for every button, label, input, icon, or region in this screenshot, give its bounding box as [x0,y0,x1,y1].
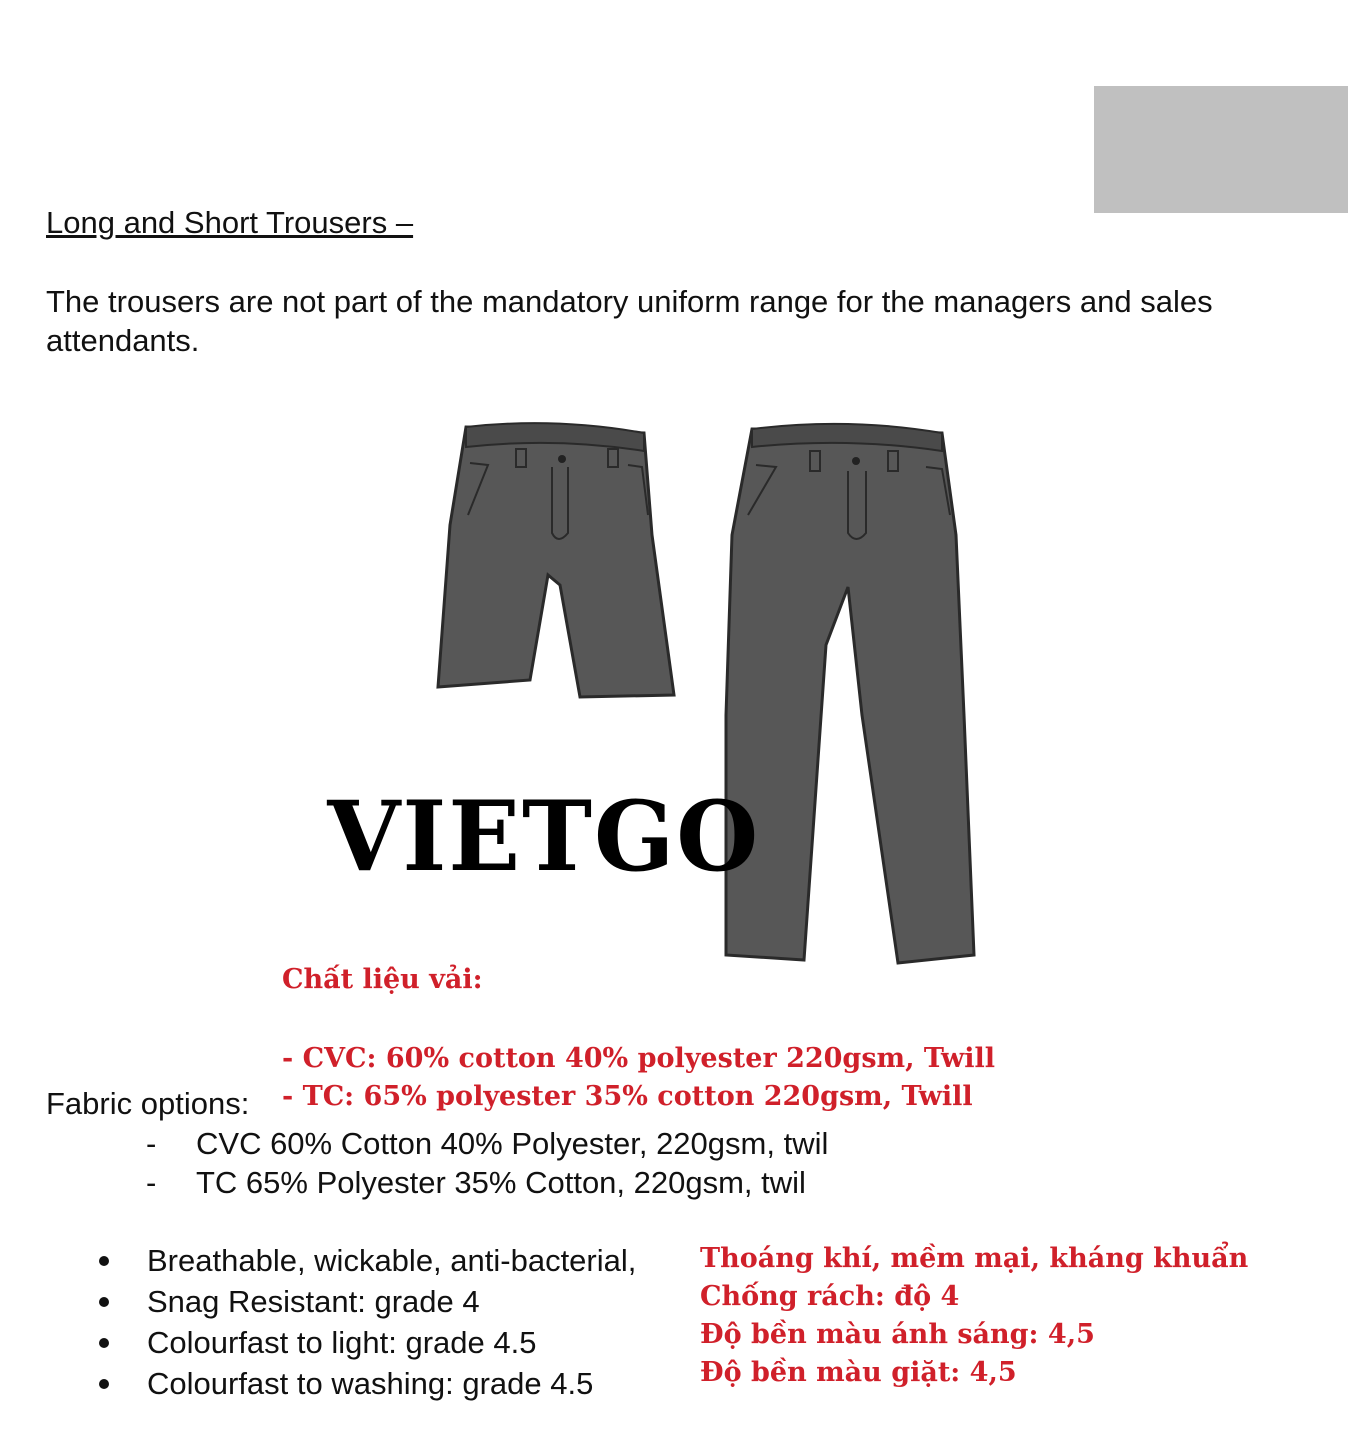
property-text: Snag Resistant: grade 4 [147,1284,480,1319]
vn-property-item: Độ bền màu ánh sáng: 4,5 [700,1319,1095,1350]
vn-properties-list [700,1240,1248,1392]
gray-placeholder-box [1094,86,1348,213]
property-text: Colourfast to light: grade 4.5 [147,1325,537,1360]
property-item [95,1363,636,1404]
property-text: Breathable, wickable, anti-bacterial, [147,1243,637,1278]
fabric-option-text: CVC 60% Cotton 40% Polyester, 220gsm, twil [196,1126,829,1161]
vn-property-item: Độ bền màu giặt: 4,5 [700,1357,1017,1388]
vn-fabric-heading: Chất liệu vải: [282,964,483,995]
vn-fabric-options [282,1040,995,1116]
property-text: Colourfast to washing: grade 4.5 [147,1366,594,1401]
bullet-icon [99,1379,109,1389]
property-item [95,1240,636,1281]
bullet-icon [99,1256,109,1266]
long-trousers-image [726,424,974,963]
vn-property-item: Thoáng khí, mềm mại, kháng khuẩn [700,1243,1249,1274]
fabric-option-item [146,1124,828,1163]
vn-fabric-option: - TC: 65% polyester 35% cotton 220gsm, Twill [282,1081,973,1112]
bullet-icon [99,1338,109,1348]
fabric-option-item [146,1163,828,1202]
property-item [95,1281,636,1322]
vn-property-item: Chống rách: độ 4 [700,1281,960,1312]
fabric-options-list [146,1124,828,1202]
bullet-icon [99,1297,109,1307]
section-title: Long and Short Trousers – [46,205,414,240]
intro-text: The trousers are not part of the mandatory uniform range for the managers and sales attendants. [46,284,1213,358]
fabric-options-label: Fabric options: [46,1086,250,1121]
vietgo-watermark: VIETGO [327,780,761,893]
property-item [95,1322,636,1363]
dash-marker: - [146,1165,157,1200]
vn-fabric-option: - CVC: 60% cotton 40% polyester 220gsm, Twill [282,1043,996,1074]
fabric-option-text: TC 65% Polyester 35% Cotton, 220gsm, twil [196,1165,806,1200]
short-trousers-image [438,423,674,697]
properties-list [95,1240,636,1404]
dash-marker: - [146,1126,157,1161]
